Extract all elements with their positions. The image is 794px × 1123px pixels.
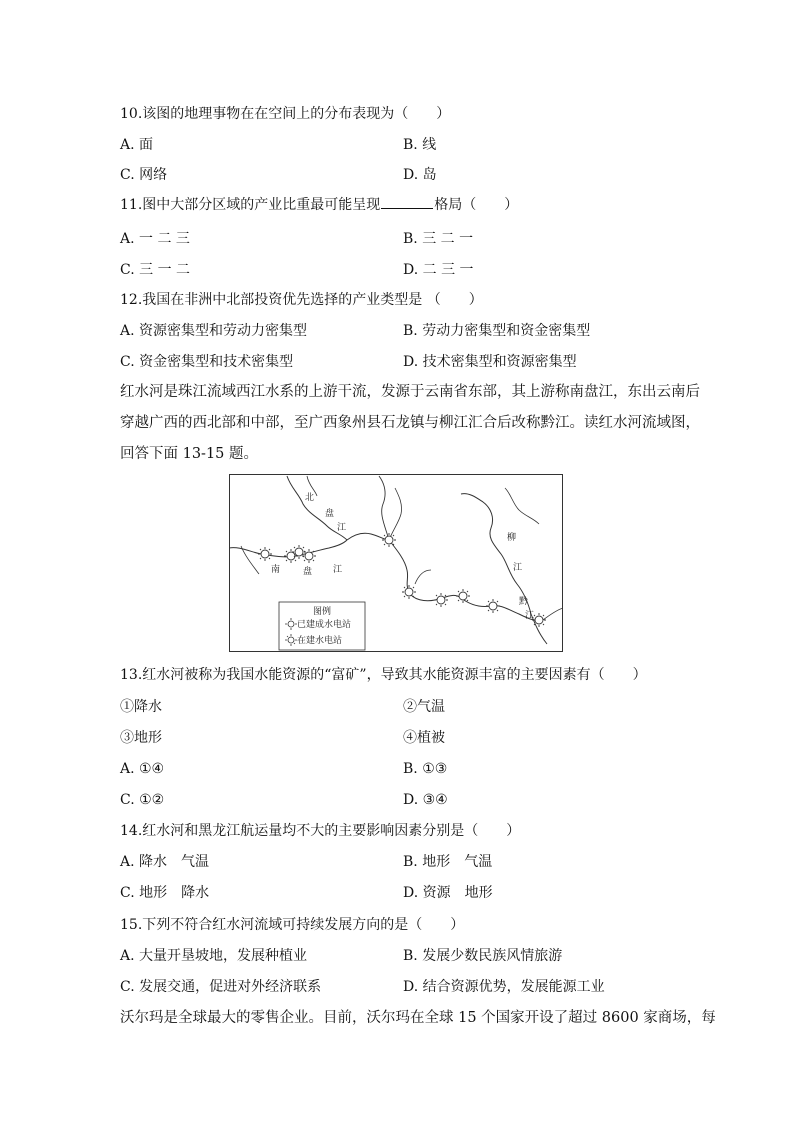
legend-built: 已建成水电站 [297,620,352,630]
q11-option-d[interactable]: D. 二 三 一 [403,262,474,278]
q13-option-a[interactable]: A. ①④ [120,761,165,777]
q12-option-a[interactable]: A. 资源密集型和劳动力密集型 [120,323,308,339]
q13-item-3: ③地形 [120,730,162,746]
walmart-passage: 沃尔玛是全球最大的零售企业。目前，沃尔玛在全球 15 个国家开设了超过 8600 家商场，每 [120,1010,716,1026]
q11-option-c[interactable]: C. 三 一 二 [120,262,191,278]
q11-option-b[interactable]: B. 三 二 一 [403,231,474,247]
q14-option-b[interactable]: B. 地形 气温 [403,854,493,870]
river-label: 黔 [519,597,529,607]
river-label: 南 [271,565,281,575]
q14-option-a[interactable]: A. 降水 气温 [120,854,210,870]
q12-option-c[interactable]: C. 资金密集型和技术密集型 [120,354,294,370]
q15-option-a[interactable]: A. 大量开垦坡地，发展种植业 [120,948,308,964]
q10-option-b[interactable]: B. 线 [403,137,437,153]
q13-option-d[interactable]: D. ③④ [403,792,448,808]
q10-option-a[interactable]: A. 面 [120,137,154,153]
river-label: 盘 [303,567,313,577]
q11-stem [120,196,518,214]
q13-item-4: ④植被 [403,730,445,746]
q10-option-c[interactable]: C. 网络 [120,167,168,183]
passage-line-2: 穿越广西的西北部和中部，至广西象州县石龙镇与柳江汇合后改称黔江。读红水河流域图， [120,415,700,431]
hongshui-river-map [229,474,563,652]
q13-option-b[interactable]: B. ①③ [403,761,448,777]
river-label: 柳 [507,533,517,543]
passage-line-3: 回答下面 13-15 题。 [120,446,259,462]
river-label: 江 [513,563,523,573]
answer-blank [381,196,433,209]
map-legend [279,602,365,650]
q13-item-2: ②气温 [403,699,445,715]
q14-option-d[interactable]: D. 资源 地形 [403,885,493,901]
q13-option-c[interactable]: C. ①② [120,792,165,808]
q14-option-c[interactable]: C. 地形 降水 [120,885,210,901]
river-label: 北 [305,493,315,503]
passage-line-1: 红水河是珠江流域西江水系的上游干流，发源于云南省东部，其上游称南盘江，东出云南后 [120,384,700,400]
map-drawing [229,474,563,652]
q15-option-d[interactable]: D. 结合资源优势，发展能源工业 [403,979,605,995]
q10-stem: 10.该图的地理事物在在空间上的分布表现为（ ） [120,106,451,122]
river-label: 江 [525,611,535,621]
q13-item-1: ①降水 [120,699,162,715]
q11-option-a[interactable]: A. 一 二 三 [120,231,190,247]
legend-title: 图例 [313,607,332,617]
river-label: 江 [333,565,343,575]
q12-stem: 12.我国在非洲中北部投资优先选择的产业类型是 （ ） [120,292,483,308]
q15-option-b[interactable]: B. 发展少数民族风情旅游 [403,948,563,964]
q11-stem-before: 11.图中大部分区域的产业比重最可能呈现 [120,197,381,213]
q15-stem: 15.下列不符合红水河流域可持续发展方向的是（ ） [120,917,465,933]
q15-option-c[interactable]: C. 发展交通，促进对外经济联系 [120,979,322,995]
q12-option-b[interactable]: B. 劳动力密集型和资金密集型 [403,323,591,339]
legend-building: 在建水电站 [297,636,343,646]
q14-stem: 14.红水河和黑龙江航运量均不大的主要影响因素分别是（ ） [120,823,521,839]
q12-option-d[interactable]: D. 技术密集型和资源密集型 [403,354,577,370]
q10-option-d[interactable]: D. 岛 [403,167,437,183]
river-label: 江 [337,523,347,533]
q13-stem: 13.红水河被称为我国水能资源的“富矿”，导致其水能资源丰富的主要因素有（ ） [120,667,647,683]
q11-stem-after: 格局（ ） [434,197,519,213]
river-label: 盘 [325,509,335,519]
